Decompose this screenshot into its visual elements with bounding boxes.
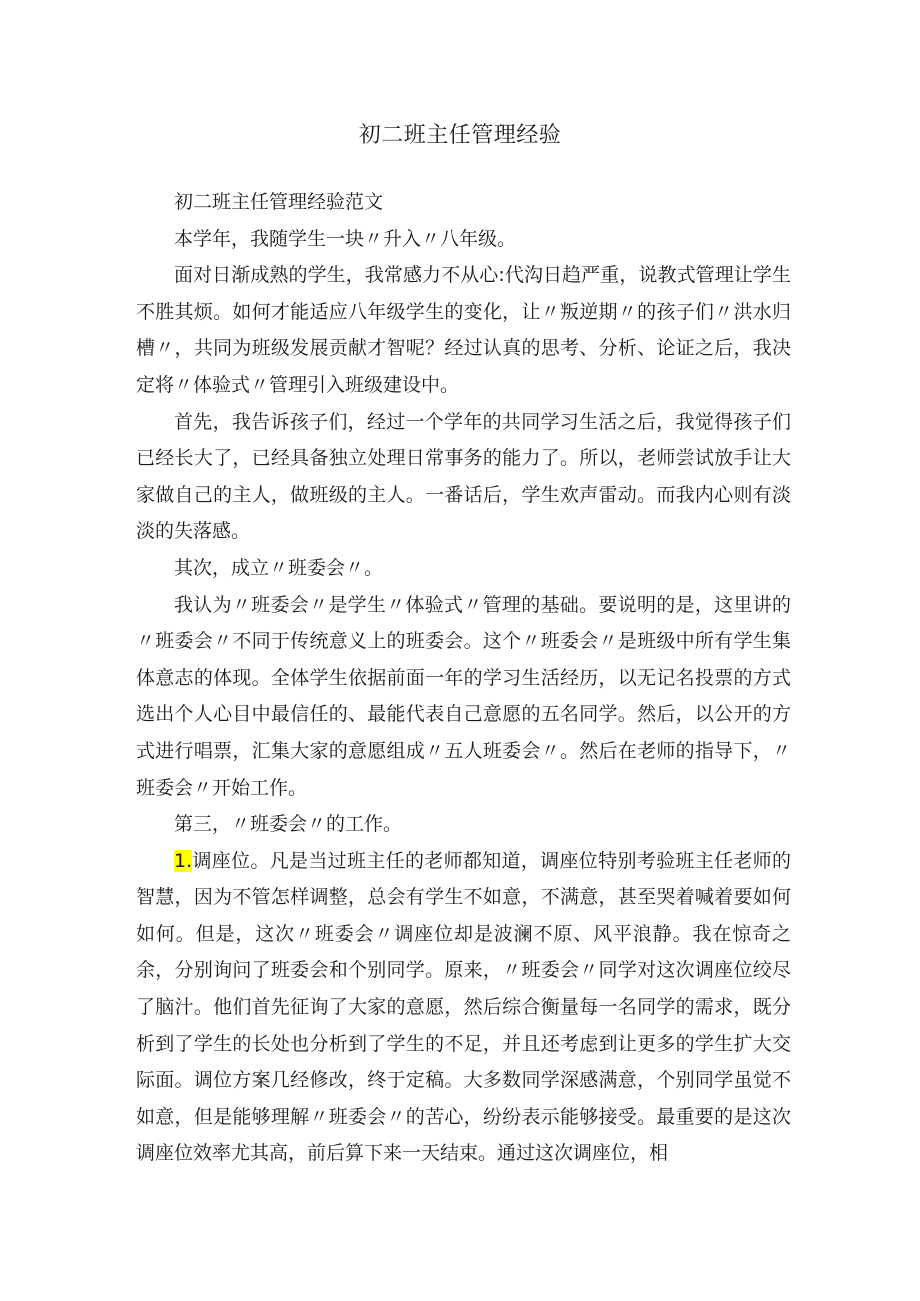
item-number-highlight: 1.	[174, 849, 193, 872]
paragraph-challenge: 面对日渐成熟的学生，我常感力不从心:代沟日趋严重，说教式管理让学生不胜其烦。如何才能适应八年级学生的变化，让〃叛逆期〃的孩子们〃洪水归槽〃，共同为班级发展贡献才智呢？经过认真的思考、分析、论证之后，我决定将〃体验式〃管理引入班级建设中。	[136, 264, 791, 396]
paragraph-second: 其次，成立〃班委会〃。	[174, 556, 384, 579]
paragraph-subtitle: 初二班主任管理经验范文	[174, 191, 384, 213]
paragraph-third: 第三，〃班委会〃的工作。	[174, 813, 403, 836]
document-title: 初二班主任管理经验	[358, 123, 562, 148]
paragraph-intro: 本学年，我随学生一块〃升入〃八年级。	[174, 227, 517, 250]
paragraph-first: 首先，我告诉孩子们，经过一个学年的共同学习生活之后，我觉得孩子们已经长大了，已经具备独立处理日常事务的能力了。所以，老师尝试放手让大家做自己的主人，做班级的主人。一番话后，学生欢声雷动。而我内心则有淡淡的失落感。	[136, 410, 791, 543]
paragraph-committee: 我认为〃班委会〃是学生〃体验式〃管理的基础。要说明的是，这里讲的〃班委会〃不同于传统意义上的班委会。这个〃班委会〃是班级中所有学生集体意志的体现。全体学生依据前面一年的学习生活经历，以无记名投票的方式选出个人心目中最信任的、最能代表自己意愿的五名同学。然后，以公开的方式进行唱票，汇集大家的意愿组成〃五人班委会〃。然后在老师的指导下，〃班委会〃开始工作。	[136, 593, 791, 799]
document-body	[136, 184, 791, 1172]
paragraph-item-1	[136, 843, 791, 1172]
item-1-text: 调座位。凡是当过班主任的老师都知道，调座位特别考验班主任老师的智慧，因为不管怎样调整，总会有学生不如意，不满意，甚至哭着喊着要如何如何。但是，这次〃班委会〃调座位却是波澜不原、风平浪静。我在惊奇之余，分别询问了班委会和个别同学。原来，〃班委会〃同学对这次调座位绞尽了脑汁。他们首先征询了大家的意愿，然后综合衡量每一名同学的需求，既分析到了学生的长处也分析到了学生的不足，并且还考虑到让更多的学生扩大交际面。调位方案几经修改，终于定稿。大多数同学深感满意，个别同学虽觉不如意，但是能够理解〃班委会〃的苦心，纷纷表示能够接受。最重要的是这次调座位效率尤其高，前后算下来一天结束。通过这次调座位，相	[136, 849, 791, 1165]
